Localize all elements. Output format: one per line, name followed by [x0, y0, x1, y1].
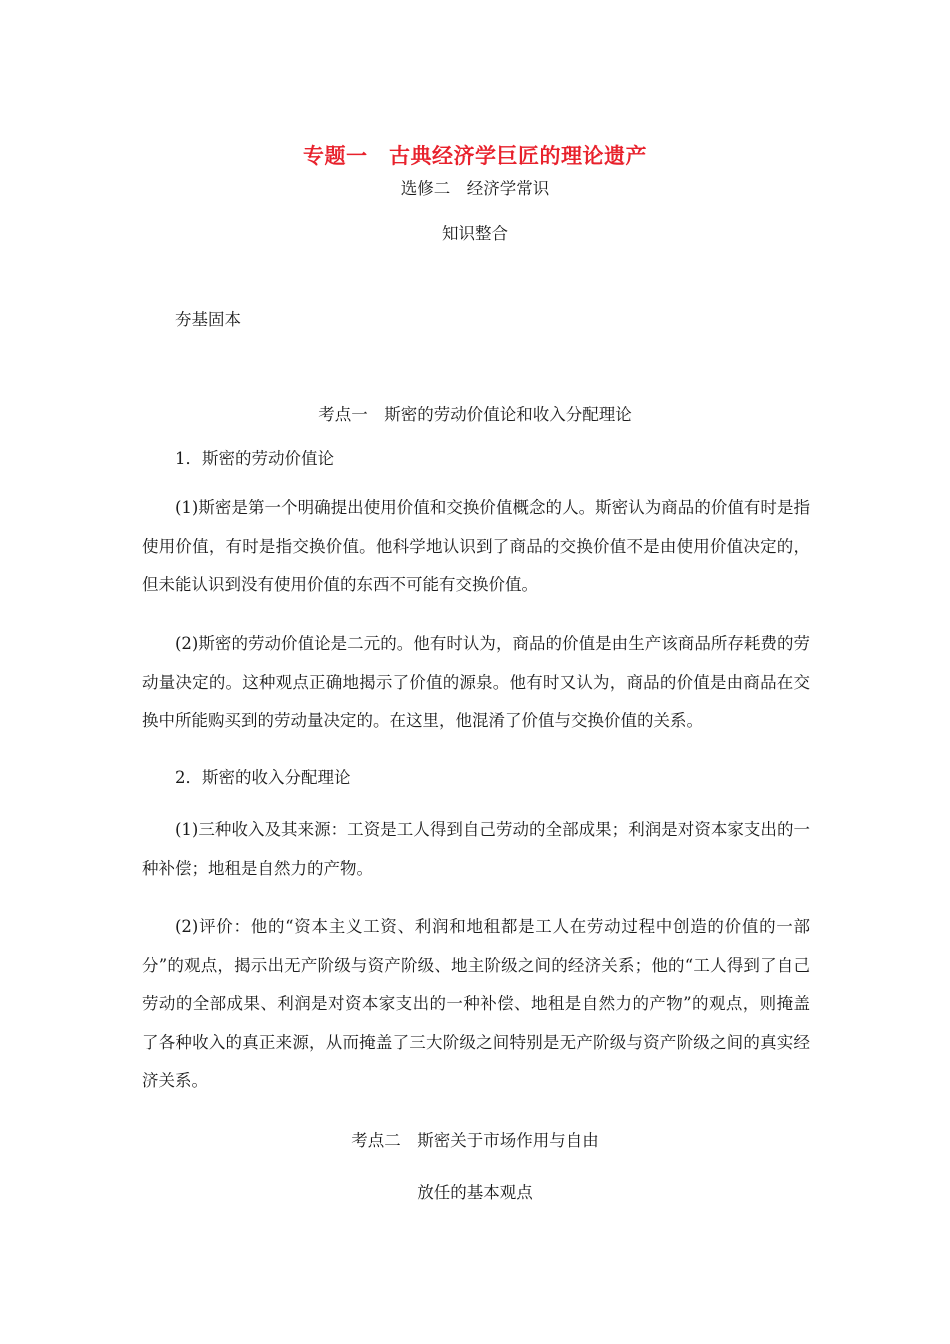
- item-2-heading: 2．斯密的收入分配理论: [175, 768, 351, 787]
- item-1-heading: 1．斯密的劳动价值论: [175, 449, 334, 468]
- document-subtitle: 选修二 经济学常识: [400, 179, 550, 198]
- item-1-paragraph-1: (1)斯密是第一个明确提出使用价值和交换价值概念的人。斯密认为商品的价值有时是指使用价值，有时是指交换价值。他科学地认识到了商品的交换价值不是由使用价值决定的，但未能认识到没有使用价值的东西不可能有交换价值。: [142, 498, 810, 594]
- item-2-paragraph-2: (2)评价：他的“资本主义工资、利润和地租都是工人在劳动过程中创造的价值的一部分”的观点，揭示出无产阶级与资产阶级、地主阶级之间的经济关系；他的“工人得到了自己劳动的全部成果、利润是对资本家支出的一种补偿、地租是自然力的产物”的观点，则掩盖了各种收入的真正来源，从而掩盖了三大阶级之间特别是无产阶级与资产阶级之间的真实经济关系。: [142, 917, 810, 1090]
- item-2-paragraph-1: (1)三种收入及其来源：工资是工人得到自己劳动的全部成果；利润是对资本家支出的一种补偿；地租是自然力的产物。: [142, 820, 810, 878]
- item-1-paragraph-2: (2)斯密的劳动价值论是二元的。他有时认为，商品的价值是由生产该商品所存耗费的劳动量决定的。这种观点正确地揭示了价值的源泉。他有时又认为，商品的价值是由商品在交换中所能购买到的劳动量决定的。在这里，他混淆了价值与交换价值的关系。: [142, 634, 810, 730]
- document-title: 专题一 古典经济学巨匠的理论遗产: [303, 144, 647, 168]
- section-heading: 知识整合: [442, 224, 508, 243]
- block-label: 夯基固本: [175, 310, 241, 329]
- kaodian-2-heading-line-1: 考点二 斯密关于市场作用与自由: [351, 1131, 599, 1150]
- kaodian-1-heading: 考点一 斯密的劳动价值论和收入分配理论: [318, 405, 632, 424]
- kaodian-2-heading-line-2: 放任的基本观点: [417, 1183, 533, 1202]
